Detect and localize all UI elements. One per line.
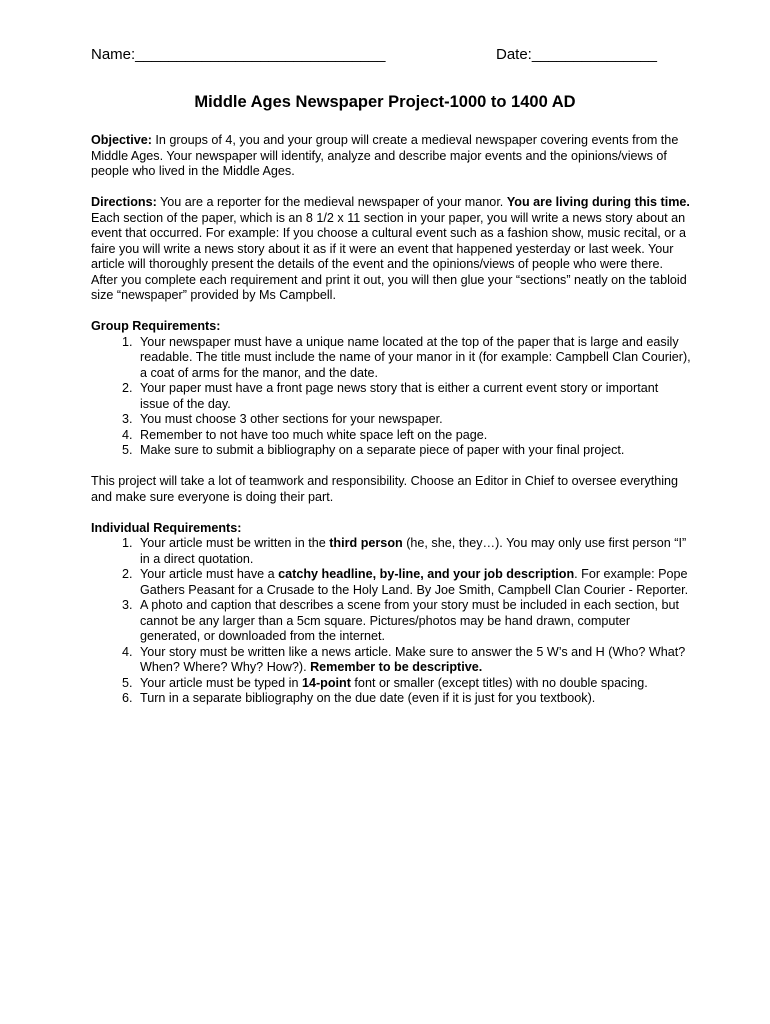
item-text: Your article must be written in the (140, 536, 330, 550)
page-title: Middle Ages Newspaper Project-1000 to 1400 AD (194, 93, 576, 111)
date-field: Date:_______________ (496, 46, 657, 63)
objective-label: Objective: (91, 133, 152, 147)
teamwork-paragraph: This project will take a lot of teamwork and responsibility. Choose an Editor in Chief to oversee everything and make sure everyone is doing their part. (91, 474, 679, 504)
list-item (136, 567, 691, 598)
item-bold: 14-point (301, 675, 351, 690)
list-item: 1. Your newspaper must have a unique name located at the top of the paper that is large and easily readable. The title must include the name of your manor in it (for example: Campbell Clan Courier), a coat of arms for the manor, and the date. (136, 335, 691, 382)
item-text: Your article must have a (140, 567, 279, 581)
list-item (136, 536, 691, 567)
item-bold: Remember to be descriptive. (310, 660, 483, 674)
group-requirements-heading: Group Requirements: (91, 319, 221, 333)
item-bold: catchy headline, by-line, and your job description (278, 567, 575, 581)
list-item: 4. Remember to not have too much white space left on the page. (136, 428, 691, 444)
item-text: Your article must be typed in (140, 675, 302, 690)
list-item: 2. Your paper must have a front page news story that is either a current event story or important issue of the day. (136, 381, 691, 412)
item-text: font or smaller (except titles) with no double spacing. (350, 675, 648, 690)
objective-text: In groups of 4, you and your group will create a medieval newspaper covering events from the Middle Ages. Your newspaper will identify, analyze and describe major events and the opinions/views of people who lived in the Middle Ages. (91, 133, 679, 178)
list-item: 3. A photo and caption that describes a scene from your story must be included in each section, but cannot be any larger than a 5cm square. Pictures/photos may be hand drawn, computer generated, or downloaded from the internet. (136, 598, 691, 645)
item-text: Your story must be written like a news article. Make sure to answer the 5 W’s and H (Who? What? When? Where? Why? How?). (140, 644, 686, 674)
list-item (136, 645, 691, 676)
directions-label: Directions: (91, 195, 157, 209)
individual-requirements-list (91, 536, 691, 707)
directions-text-1: You are a reporter for the medieval newspaper of your manor. (156, 195, 507, 209)
objective-paragraph (91, 133, 691, 180)
name-field: Name:______________________________ (91, 46, 386, 63)
item-text: (he, she, they…). You may only use first person “I” in a direct quotation. (140, 536, 687, 566)
document-body (91, 133, 691, 722)
item-text: . For example: Pope Gathers Peasant for a Crusade to the Holy Land. By Joe Smith, Campbell Clan Courier - Reporter. (140, 567, 689, 597)
individual-requirements-heading: Individual Requirements: (91, 520, 242, 535)
header-row (91, 46, 661, 66)
list-item: 6. Turn in a separate bibliography on the due date (even if it is just for you textbook). (136, 691, 691, 707)
group-requirements-list (91, 335, 691, 459)
directions-bold-1: You are living during this time. (506, 195, 690, 209)
list-item: 5. Make sure to submit a bibliography on a separate piece of paper with your final project. (136, 443, 691, 459)
list-item (136, 676, 691, 692)
item-bold: third person (329, 536, 403, 550)
directions-paragraph (91, 195, 691, 304)
directions-text-2: Each section of the paper, which is an 8 1/2 x 11 section in your paper, you will write a news story about an event that occurred. For example: If you choose a cultural event such as a fashion show, music recital, or a faire you will write a news story about it as if it were an event that happened yesterday or last week. Your article will thoroughly present the details of the event and the opinions/views of people who were there. After you complete each requirement and print it out, you will then glue your “sections” neatly on the tabloid size “newspaper” provided by Ms Campbell. (91, 210, 687, 302)
list-item: 3. You must choose 3 other sections for your newspaper. (136, 412, 691, 428)
